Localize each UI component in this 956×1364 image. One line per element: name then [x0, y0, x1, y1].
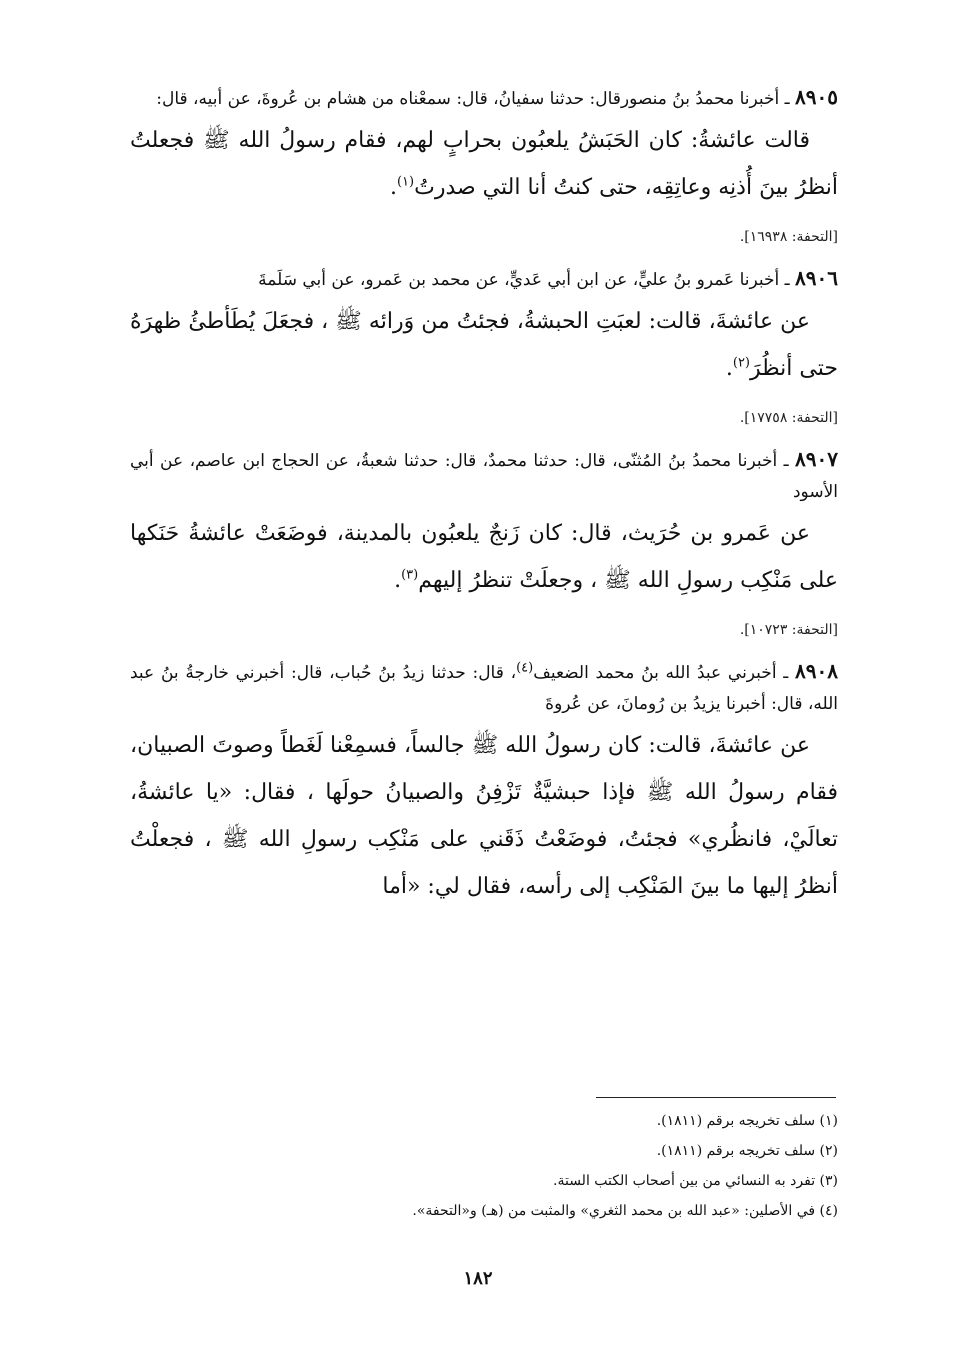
hadith-chain: [130, 263, 838, 296]
footnote: (٤) في الأصلين: «عبد الله بن محمد الثغري» والمثبت من (هـ) و«التحفة».: [412, 1203, 838, 1219]
hadith-chain: [130, 82, 838, 115]
hadith-text: عن عائشةَ، قالت: كان رسولُ الله ﷺ جالساً، فسمِعْنا لَغَطاً وصوتَ الصبيان، فقام رسولُ الله ﷺ فإذا حبشيَّةٌ تَزْفِنُ والصبيانُ حولَها ، فقال: «يا عائشةُ، تعالَيْ، فانظُري» فجئتُ، فوضَعْتُ ذَقَني على مَنْكِب رسولِ الله ﷺ ، فجعلْتُ أنظرُ إليها ما بينَ المَنْكِب إلى رأسه، فقال لي: «أما: [130, 733, 838, 899]
footnote-ref: (٢): [732, 355, 750, 371]
chain-text: ـ أخبرنا محمدُ بنُ منصورقال: حدثنا سفيانُ، قال: سمعْناه من هشام بن عُروةَ، عن أبيه، قال:: [156, 89, 796, 109]
chain-text: ـ أخبرنا عَمرو بنُ عليٍّ، عن ابن أبي عَديٍّ، عن محمد بن عَمرو، عن أبي سَلَمةَ: [258, 270, 796, 290]
hadith-text: قالت عائشةُ: كان الحَبَشُ يلعبُون بحرابٍ لهم، فقام رسولُ الله ﷺ فجعلتُ أنظرُ بينَ أُذنِه وعاتِقِه، حتى كنتُ أنا التي صدرتُ$^{(١)}$.: [130, 128, 838, 200]
chain-text: ، قال: حدثنا زيدُ بنُ حُباب، قال: أخبرني خارجةُ بنُ عبد الله، قال: أخبرنا يزيدُ بن رُومانَ، عن عُروةَ: [130, 663, 838, 714]
footnote-divider: [596, 1097, 836, 1098]
hadith-chain: [130, 656, 838, 720]
hadith-number: ٨٩٠٦: [795, 266, 838, 290]
tuhfa-reference: [التحفة: ١٠٧٢٣].: [739, 622, 838, 638]
footnote-ref: (٤): [516, 660, 534, 676]
footnotes: [130, 1106, 838, 1226]
footnote: (٢) سلف تخريجه برقم (١٨١١).: [656, 1143, 838, 1159]
footnote: (٣) تفرد به النسائي من بين أصحاب الكتب الستة.: [553, 1173, 838, 1189]
hadith-text: عن عَمرو بن حُرَيث، قال: كان زَنجٌ يلعبُون بالمدينة، فوضَعَتْ عائشةُ حَنَكها على مَنْكِب رسولِ الله ﷺ ، وجعلَتْ تنظرُ إليهم$^{(٣)}$.: [130, 521, 838, 593]
hadith-number: ٨٩٠٧: [795, 447, 838, 471]
tuhfa-reference: [التحفة: ١٧٧٥٨].: [739, 410, 838, 426]
chain-text: ـ أخبرنا محمدُ بنُ المُثنّى، قال: حدثنا محمدٌ، قال: حدثنا شعبةُ، عن الحجاج ابن عاصم، عن أبي الأسود: [130, 451, 838, 502]
hadith-chain: [130, 444, 838, 508]
hadith-number: ٨٩٠٨: [795, 659, 838, 683]
page-number: ١٨٢: [463, 1268, 493, 1289]
footnote: (١) سلف تخريجه برقم (١٨١١).: [656, 1113, 838, 1129]
chain-text: ـ أخبرني عبدُ الله بنُ محمد الضعيف: [533, 663, 796, 683]
tuhfa-reference: [التحفة: ١٦٩٣٨].: [739, 229, 838, 245]
main-text: [130, 82, 838, 910]
footnote-ref: (١): [396, 174, 415, 190]
footnote-ref: (٣): [401, 567, 419, 583]
hadith-text: عن عائشةَ، قالت: لعبَتِ الحبشةُ، فجئتُ من وَرائه ﷺ ، فجعَلَ يُطَأطئُ ظهرَهُ حتى أنظُرَ$^{(٢)}$.: [130, 309, 838, 381]
hadith-number: ٨٩٠٥: [795, 85, 838, 109]
